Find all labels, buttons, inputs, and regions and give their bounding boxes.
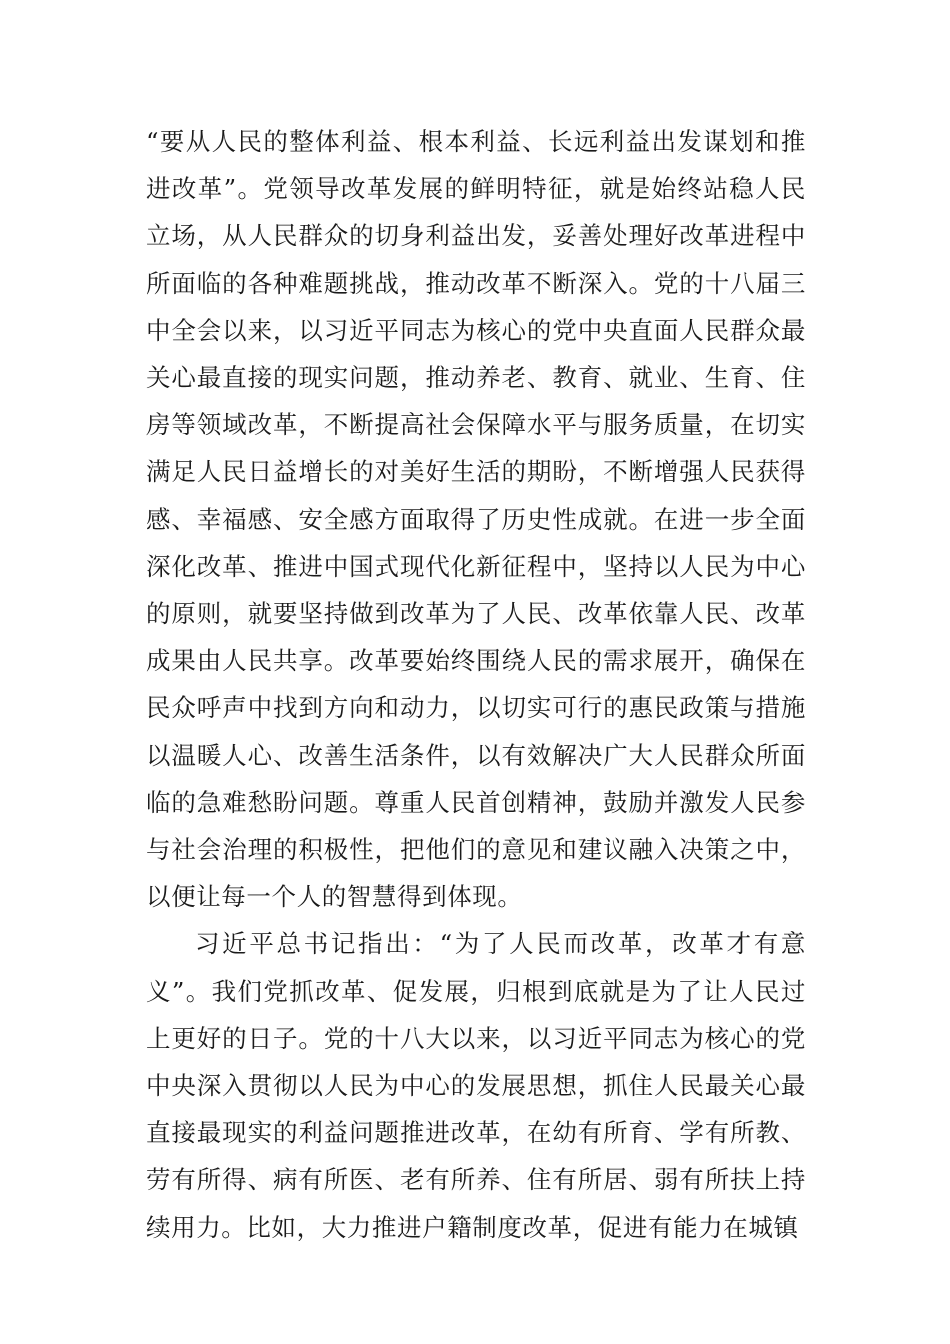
paragraph-1: “要从人民的整体利益、根本利益、长远利益出发谋划和推进改革”。党领导改革发展的鲜明特征，就是始终站稳人民立场，从人民群众的切身利益出发，妥善处理好改革进程中所面临的各种难题挑战，推动改革不断深入。党的十八届三中全会以来，以习近平同志为核心的党中央直面人民群众最关心最直接的现实问题，推动养老、教育、就业、生育、住房等领域改革，不断提高社会保障水平与服务质量，在切实满足人民日益增长的对美好生活的期盼，不断增强人民获得感、幸福感、安全感方面取得了历史性成就。在进一步全面深化改革、推进中国式现代化新征程中，坚持以人民为中心的原则，就要坚持做到改革为了人民、改革依靠人民、改革成果由人民共享。改革要始终围绕人民的需求展开，确保在民众呼声中找到方向和动力，以切实可行的惠民政策与措施以温暖人心、改善生活条件，以有效解决广大人民群众所面临的急难愁盼问题。尊重人民首创精神，鼓励并激发人民参与社会治理的积极性，把他们的意见和建议融入决策之中，以便让每一个人的智慧得到体现。 bbox=[146, 127, 806, 912]
paragraph-2: 习近平总书记指出：“为了人民而改革，改革才有意义”。我们党抓改革、促发展，归根到底就是为了让人民过上更好的日子。党的十八大以来，以习近平同志为核心的党中央深入贯彻以人民为中心的发展思想，抓住人民最关心最直接最现实的利益问题推进改革，在幼有所育、学有所教、劳有所得、病有所医、老有所养、住有所居、弱有所扶上持续用力。比如，大力推进户籍制度改革，促进有能力在城镇 bbox=[146, 929, 806, 1242]
document-body bbox=[146, 118, 806, 1251]
